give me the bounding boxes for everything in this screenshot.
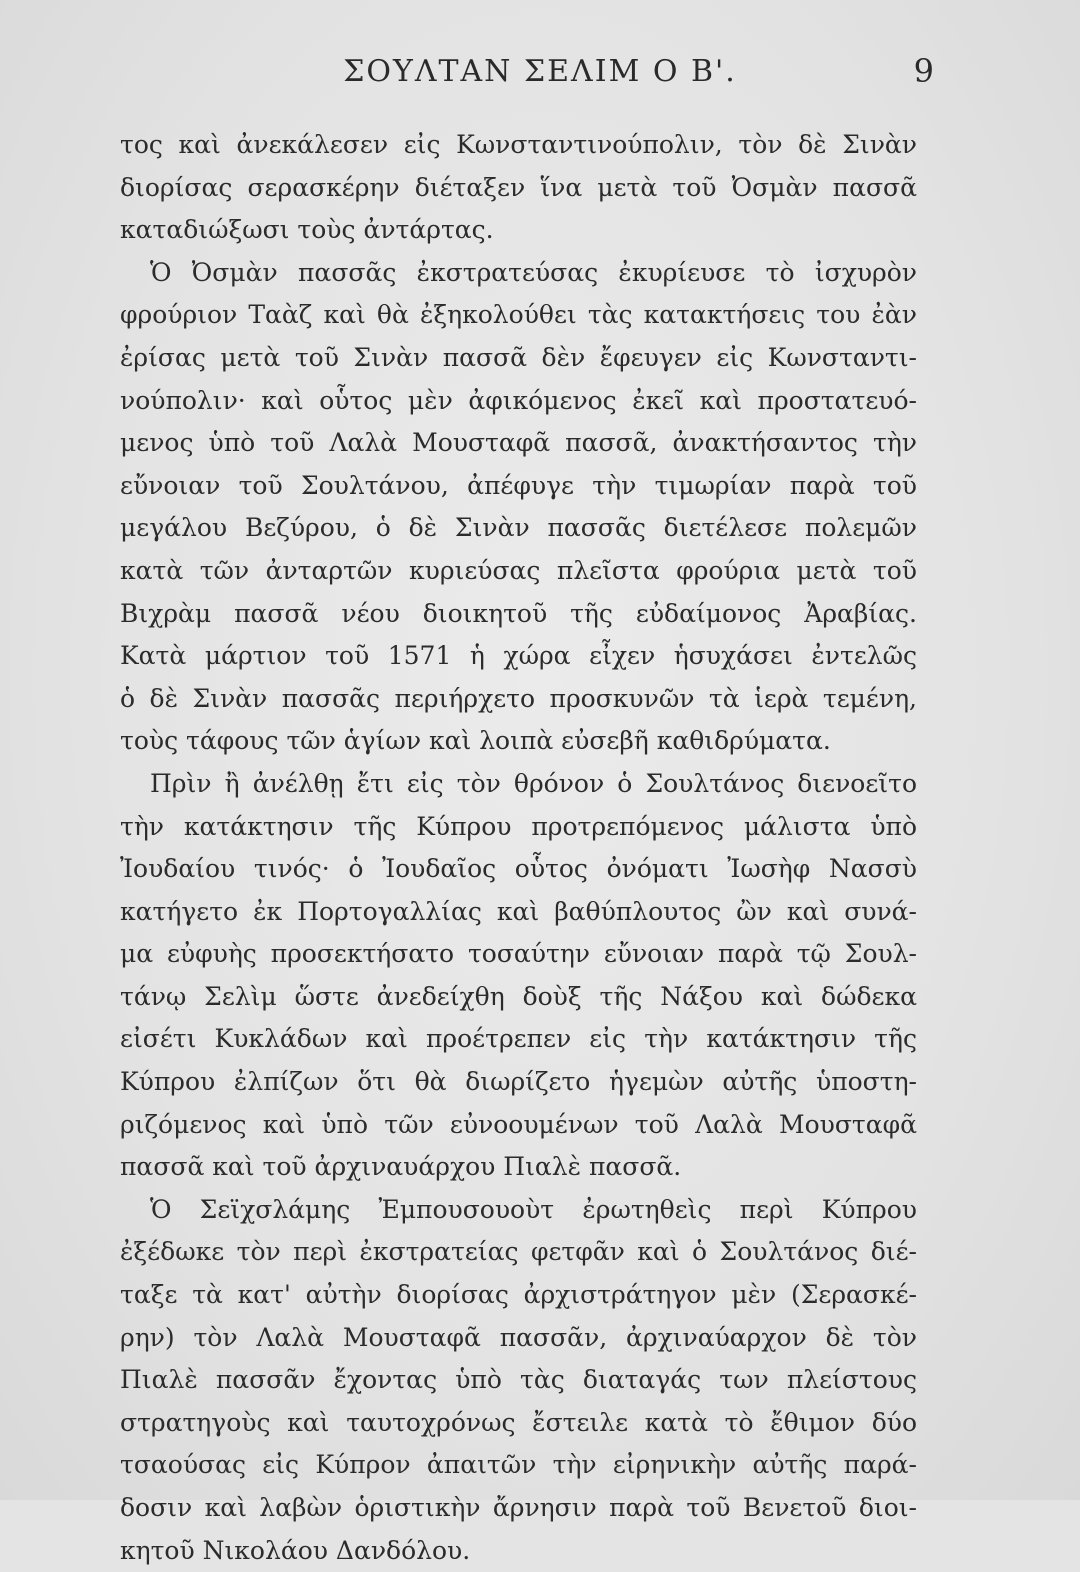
text-line: Κύπρου ἐλπίζων ὅτι θὰ διωρίζετο ἡγεμὼν αὐτῆς ὑποστη-	[120, 1067, 917, 1097]
page-number: 9	[913, 52, 934, 90]
text-line: τάνῳ Σελὶμ ὥστε ἀνεδείχθη δοὺξ τῆς Νάξου καὶ δώδεκα	[120, 981, 917, 1011]
text-line: Πιαλὲ πασσᾶν ἔχοντας ὑπὸ τὰς διαταγάς των πλείστους	[120, 1365, 917, 1395]
running-head: ΣΟΥΛΤΑΝ ΣΕΛΙΜ Ο Β'.	[343, 54, 737, 89]
text-line: τσαούσας εἰς Κύπρον ἀπαιτῶν τὴν εἰρηνικὴν αὐτῆς παρά-	[120, 1450, 917, 1480]
text-line: κατήγετο ἐκ Πορτογαλλίας καὶ βαθύπλουτος ὢν καὶ συνά-	[120, 896, 917, 926]
text-line: Ὁ Ὀσμὰν πασσᾶς ἐκστρατεύσας ἐκυρίευσε τὸ ἰσχυρὸν	[150, 257, 917, 287]
text-line: πασσᾶ καὶ τοῦ ἀρχιναυάρχου Πιαλὲ πασσᾶ.	[120, 1152, 682, 1182]
text-line: διορίσας σερασκέρην διέταξεν ἵνα μετὰ τοῦ Ὀσμὰν πασσᾶ	[120, 172, 917, 202]
text-line: στρατηγοὺς καὶ ταυτοχρόνως ἔστειλε κατὰ τὸ ἔθιμον δύο	[120, 1407, 917, 1437]
text-line: Βιχρὰμ πασσᾶ νέου διοικητοῦ τῆς εὐδαίμονος Ἀραβίας.	[120, 598, 917, 628]
text-line: καταδιώξωσι τοὺς ἀντάρτας.	[120, 215, 494, 245]
text-line: Ὁ Σεϊχσλάμης Ἐμπουσουοὺτ ἐρωτηθεὶς περὶ Κύπρου	[150, 1194, 917, 1224]
text-line: ἐρίσας μετὰ τοῦ Σινὰν πασσᾶ δὲν ἔφευγεν εἰς Κωνσταντι-	[120, 342, 917, 372]
body-text	[120, 124, 917, 1572]
text-line: νούπολιν· καὶ οὗτος μὲν ἀφικόμενος ἐκεῖ καὶ προστατευό-	[120, 385, 917, 415]
text-line: τὴν κατάκτησιν τῆς Κύπρου προτρεπόμενος μάλιστα ὑπὸ	[120, 811, 917, 841]
text-line: Κατὰ μάρτιον τοῦ 1571 ἡ χώρα εἶχεν ἡσυχάσει ἐντελῶς	[120, 641, 917, 671]
text-line: τος καὶ ἀνεκάλεσεν εἰς Κωνσταντινούπολιν, τὸν δὲ Σινὰν	[120, 130, 917, 159]
page-header	[0, 54, 1080, 94]
text-line: ριζόμενος καὶ ὑπὸ τῶν εὐνοουμένων τοῦ Λαλὰ Μουσταφᾶ	[120, 1109, 917, 1139]
text-line: μα εὐφυὴς προσεκτήσατο τοσαύτην εὔνοιαν παρὰ τῷ Σουλ-	[120, 939, 917, 969]
text-line: φρούριον Ταὰζ καὶ θὰ ἐξηκολούθει τὰς κατακτήσεις του ἐὰν	[120, 300, 917, 330]
text-line: ρην) τὸν Λαλὰ Μουσταφᾶ πασσᾶν, ἀρχιναύαρχον δὲ τὸν	[120, 1322, 917, 1352]
text-line: κατὰ τῶν ἀνταρτῶν κυριεύσας πλεῖστα φρούρια μετὰ τοῦ	[120, 555, 917, 585]
text-line: Πρὶν ἢ ἀνέλθῃ ἔτι εἰς τὸν θρόνον ὁ Σουλτάνος διενοεῖτο	[150, 768, 917, 798]
text-line: τοὺς τάφους τῶν ἁγίων καὶ λοιπὰ εὐσεβῆ καθιδρύματα.	[120, 726, 831, 756]
text-line: ἐξέδωκε τὸν περὶ ἐκστρατείας φετφᾶν καὶ ὁ Σουλτάνος διέ-	[120, 1237, 917, 1267]
text-line: εὔνοιαν τοῦ Σουλτάνου, ἀπέφυγε τὴν τιμωρίαν παρὰ τοῦ	[120, 470, 917, 500]
text-line: ὁ δὲ Σινὰν πασσᾶς περιήρχετο προσκυνῶν τὰ ἱερὰ τεμένη,	[120, 683, 917, 713]
text-line: εἰσέτι Κυκλάδων καὶ προέτρεπεν εἰς τὴν κατάκτησιν τῆς	[120, 1024, 917, 1054]
text-line: δοσιν καὶ λαβὼν ὁριστικὴν ἄρνησιν παρὰ τοῦ Βενετοῦ διοι-	[120, 1493, 917, 1522]
text-line: Ἰουδαίου τινός· ὁ Ἰουδαῖος οὗτος ὀνόματι Ἰωσὴφ Νασσὺ	[120, 854, 917, 884]
text-line: μενος ὑπὸ τοῦ Λαλὰ Μουσταφᾶ πασσᾶ, ἀνακτήσαντος τὴν	[120, 428, 917, 458]
text-line: μεγάλου Βεζύρου, ὁ δὲ Σινὰν πασσᾶς διετέλεσε πολεμῶν	[120, 513, 917, 543]
text-line: ταξε τὰ κατ' αὐτὴν διορίσας ἀρχιστράτηγον μὲν (Σερασκέ-	[120, 1280, 917, 1310]
text-line: κητοῦ Νικολάου Δανδόλου.	[120, 1535, 471, 1565]
